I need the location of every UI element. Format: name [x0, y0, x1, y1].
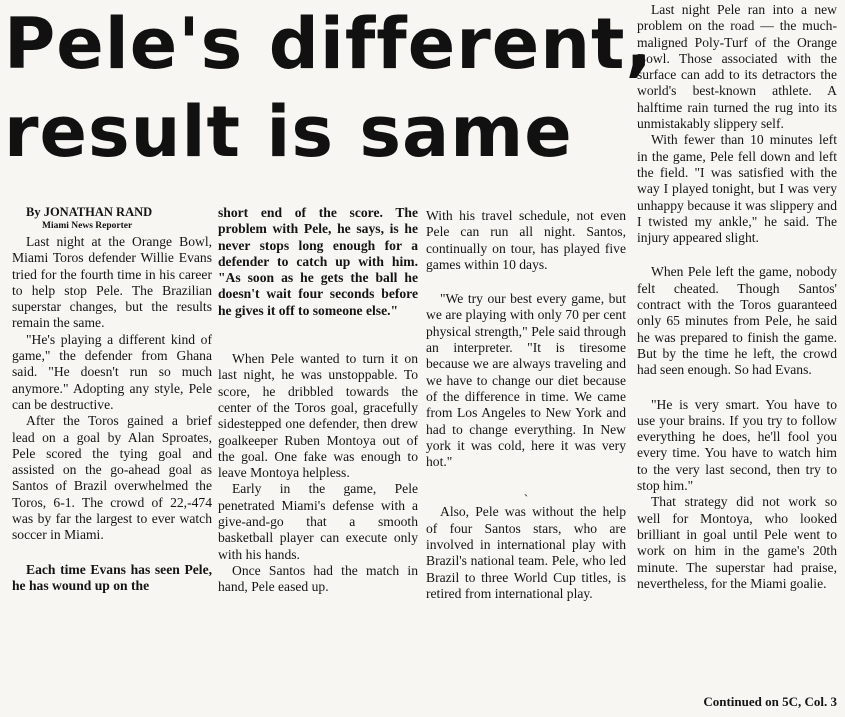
paragraph: After the Toros gained a brief lead on a goal by Alan Sproates, Pele scored the tying goal and assisted on the go-ahead goal as Santos of Brazil overwhelmed the Toros, 6-1. The crowd of 22,-474 was by far the largest to ever watch soccer in Miami. — [12, 413, 212, 543]
paragraph: Last night at the Orange Bowl, Miami Toros defender Willie Evans tried for the fourth time in his career to help stop Pele. The Brazilian superstar changes, but the results remain the same. — [12, 234, 212, 331]
column-2 — [218, 205, 418, 596]
column-4 — [637, 2, 837, 592]
paragraph: When Pele left the game, nobody felt cheated. Though Santos' contract with the Toros guaranteed only 65 minutes from Pele, he said he was prepared to finish the game. But by the time he left, the crowd had seen enough. So had Evans. — [637, 264, 837, 378]
paragraph: With fewer than 10 minutes left in the game, Pele fell down and left the field. "I was satisfied with the way I played tonight, but I was very unhappy because it was slippery and I twisted my ankle," he said. The injury appeared slight. — [637, 132, 837, 246]
paragraph: "We try our best every game, but we are playing with only 70 per cent physical strength," Pele said through an interpreter. "It is tiresome because we are always traveling and we have to change our diet because of the difference in time. We came from Los Angeles to New York and had to change everything. In New york it was cold, here it was very hot." — [426, 291, 626, 470]
headline — [4, 0, 654, 176]
paragraph: "He is very smart. You have to use your brains. If you try to follow everything he does, he'll fool you every time. You have to watch him to the very last second, then try to stop him." — [637, 396, 837, 494]
column-1 — [12, 205, 212, 594]
continued-note: Continued on 5C, Col. 3 — [703, 694, 837, 709]
reporter-credit: Miami News Reporter — [42, 221, 133, 231]
headline-line-1: Pele's different, — [4, 3, 654, 85]
paragraph: short end of the score. The problem with Pele, he says, is he never stops long enough for a defender to catch up with him. "As soon as he gets the ball he doesn't wait four seconds before he gives it off to someone else." — [218, 205, 418, 318]
stray-mark: ˏ — [523, 482, 529, 498]
paragraph: "He's playing a different kind of game," the defender from Ghana said. "He doesn't run so much anymore." Adopting any style, Pele can be destructive. — [12, 331, 212, 412]
paragraph: With his travel schedule, not even Pele can run all night. Santos, continually on tour, has played five games within 10 days. — [426, 208, 626, 272]
paragraph: Early in the game, Pele penetrated Miami's defense with a give-and-go that a smooth basketball player can execute only with his hands. — [218, 481, 418, 562]
paragraph: That strategy did not work so well for Montoya, who looked brilliant in goal until Pele went to work on him in the game's 20th minute. The superstar had praise, nevertheless, for the Miami goalie. — [637, 494, 837, 591]
paragraph: Also, Pele was without the help of four Santos stars, who are involved in international play with Brazil's national team. Pele, who led Brazil to three World Cup titles, is retired from international play. — [426, 504, 626, 601]
headline-line-2: result is same — [4, 91, 573, 173]
paragraph: Once Santos had the match in hand, Pele eased up. — [218, 562, 418, 595]
paragraph: When Pele wanted to turn it on last night, he was unstoppable. To score, he dribbled towards the center of the Toros goal, gracefully sidestepped one defender, then drew goalkeeper Ruben Montoya out of the goal. One fake was enough to leave Montoya helpless. — [218, 351, 418, 481]
byline: By JONATHAN RAND — [26, 205, 153, 219]
paragraph: Last night Pele ran into a new problem on the road — the much-maligned Poly-Turf of the Orange Bowl. Those associated with the surface can add to its detractors the world's best-known athlete. A halftime rain turned the rug into its unmistakably slippery self. — [637, 2, 837, 132]
paragraph: Each time Evans has seen Pele, he has wound up on the — [12, 561, 212, 593]
column-3 — [426, 208, 626, 602]
